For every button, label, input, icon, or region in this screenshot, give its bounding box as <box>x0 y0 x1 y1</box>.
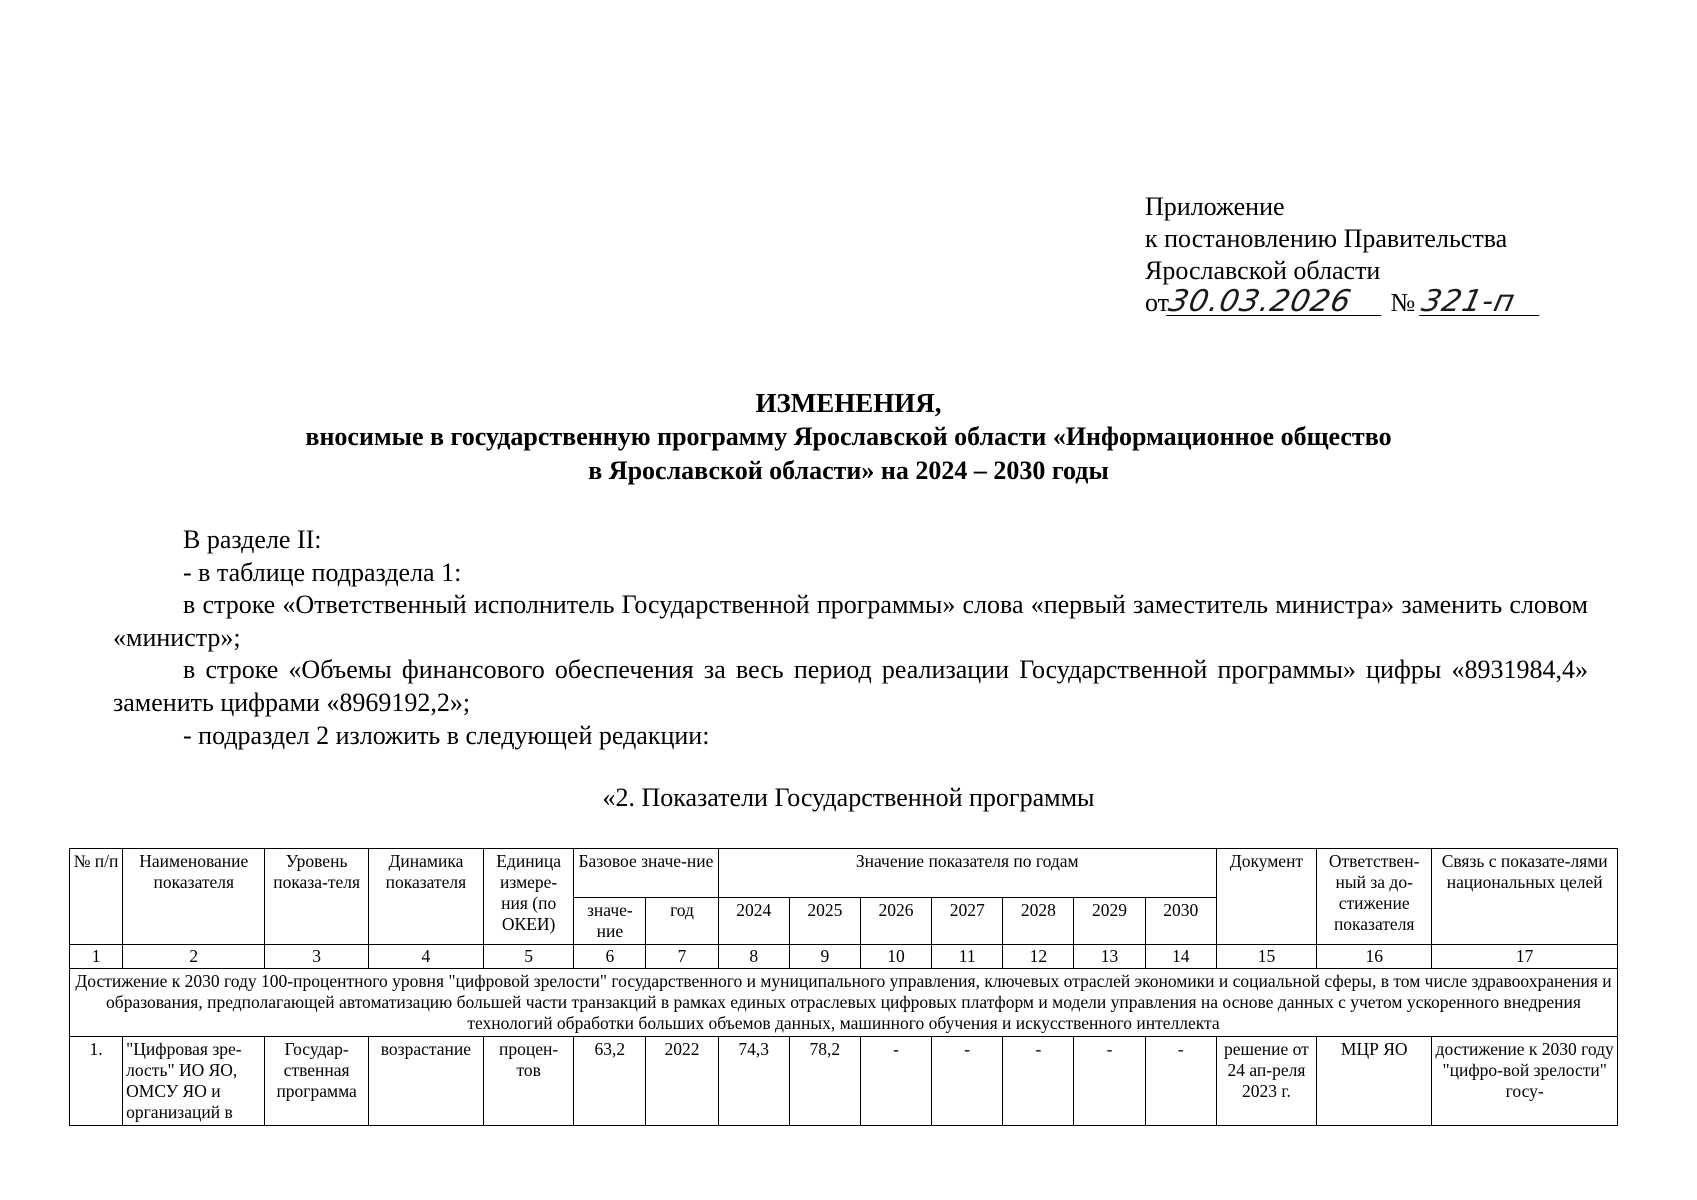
column-number: 4 <box>368 945 483 969</box>
annex-decree-line: к постановлению Правительства <box>1145 224 1508 253</box>
column-number: 17 <box>1432 945 1618 969</box>
handwritten-number: 321-п <box>1419 289 1545 316</box>
heading-subtitle-line1: вносимые в государственную программу Ярославской области «Информационное общество <box>305 422 1392 451</box>
table-row <box>70 1037 1618 1126</box>
annex-title: Приложение <box>1145 192 1285 221</box>
header-by-years: Значение показателя по годам <box>718 849 1216 898</box>
header-base-year: год <box>646 898 718 945</box>
row-level: Государ-ственная программа <box>265 1037 368 1126</box>
section-title: «2. Показатели Государственной программы <box>602 783 1095 812</box>
column-number: 6 <box>574 945 646 969</box>
column-number: 9 <box>789 945 860 969</box>
header-responsible: Ответствен-ный за до-стижение показателя <box>1317 849 1432 945</box>
header-unit: Единица измере-ния (по ОКЕИ) <box>484 849 574 945</box>
date-prefix: от <box>1145 288 1170 317</box>
paragraph-table-subsection: - в таблице подраздела 1: <box>183 557 462 587</box>
row-year-value: 74,3 <box>718 1037 789 1126</box>
header-level: Уровень показа-теля <box>265 849 368 945</box>
header-document: Документ <box>1216 849 1316 945</box>
header-year: 2030 <box>1145 898 1216 945</box>
row-year-value: - <box>1003 1037 1074 1126</box>
row-link: достижение к 2030 году "цифро-вой зрелости" госу- <box>1432 1037 1618 1126</box>
column-number: 8 <box>718 945 789 969</box>
header-link: Связь с показате-лями национальных целей <box>1432 849 1618 945</box>
goal-description: Достижение к 2030 году 100-процентного уровня "цифровой зрелости" государственного и муниципального управления, ключевых отраслей экономики и социальной сферы, в том числе здравоохранения и образования, предполагающей автоматизацию большей части транзакций в рамках единых отраслевых цифровых платформ и модели управления на основе данных с учетом ускоренного внедрения технологий обработки больших объемов данных, машинного обучения и искусственного интеллекта <box>70 969 1618 1037</box>
row-responsible: МЦР ЯО <box>1317 1037 1432 1126</box>
header-base: Базовое значе-ние <box>574 849 718 898</box>
header-year: 2028 <box>1003 898 1074 945</box>
column-number: 10 <box>860 945 931 969</box>
column-number: 15 <box>1216 945 1316 969</box>
header-name: Наименование показателя <box>123 849 265 945</box>
header-year: 2027 <box>932 898 1003 945</box>
row-dynamics: возрастание <box>368 1037 483 1126</box>
column-number: 1 <box>70 945 123 969</box>
row-base-year: 2022 <box>646 1037 718 1126</box>
paragraph-funding-change: в строке «Объемы финансового обеспечения за весь период реализации Государственной программы» цифры «8931984,4» заменить цифрами «8969192,2»; <box>113 655 1588 717</box>
row-name: "Цифровая зре-лость" ИО ЯО, ОМСУ ЯО и организаций в <box>123 1037 265 1126</box>
heading-subtitle-line2: в Ярославской области» на 2024 – 2030 годы <box>588 456 1109 485</box>
column-number: 13 <box>1074 945 1145 969</box>
column-number: 2 <box>123 945 265 969</box>
row-year-value: - <box>1074 1037 1145 1126</box>
row-year-value: - <box>860 1037 931 1126</box>
header-year: 2025 <box>789 898 860 945</box>
paragraph-subsection-2: - подраздел 2 изложить в следующей редакции: <box>183 720 710 750</box>
column-number: 12 <box>1003 945 1074 969</box>
table-header-row <box>70 849 1618 898</box>
row-unit: процен-тов <box>484 1037 574 1126</box>
row-year-value: 78,2 <box>789 1037 860 1126</box>
column-number: 11 <box>932 945 1003 969</box>
indicators-table <box>69 848 1618 1126</box>
header-num: № п/п <box>70 849 123 945</box>
annex-block <box>1145 191 1542 319</box>
paragraph-section: В разделе II: <box>183 525 322 554</box>
column-number: 5 <box>484 945 574 969</box>
row-year-value: - <box>932 1037 1003 1126</box>
annex-date-number-line <box>1145 284 1542 319</box>
heading-title: ИЗМЕНЕНИЯ, <box>755 388 942 418</box>
header-base-value: значе-ние <box>574 898 646 945</box>
annex-region-line: Ярославской области <box>1145 256 1381 285</box>
column-number: 3 <box>265 945 368 969</box>
row-num: 1. <box>70 1037 123 1126</box>
document-body <box>113 524 1588 752</box>
row-document: решение от 24 ап-реля 2023 г. <box>1216 1037 1316 1126</box>
column-number: 16 <box>1317 945 1432 969</box>
column-number: 14 <box>1145 945 1216 969</box>
goal-row <box>70 969 1618 1037</box>
handwritten-date: 30.03.2026 <box>1166 289 1387 316</box>
paragraph-responsible-change: в строке «Ответственный исполнитель Государственной программы» слова «первый заместитель министра» заменить словом «министр»; <box>113 590 1588 652</box>
row-base-value: 63,2 <box>574 1037 646 1126</box>
document-heading <box>0 386 1697 488</box>
header-year: 2024 <box>718 898 789 945</box>
column-number: 7 <box>646 945 718 969</box>
header-year: 2026 <box>860 898 931 945</box>
column-number-row <box>70 945 1618 969</box>
header-year: 2029 <box>1074 898 1145 945</box>
number-prefix: № <box>1390 288 1416 317</box>
row-year-value: - <box>1145 1037 1216 1126</box>
header-dynamics: Динамика показателя <box>368 849 483 945</box>
